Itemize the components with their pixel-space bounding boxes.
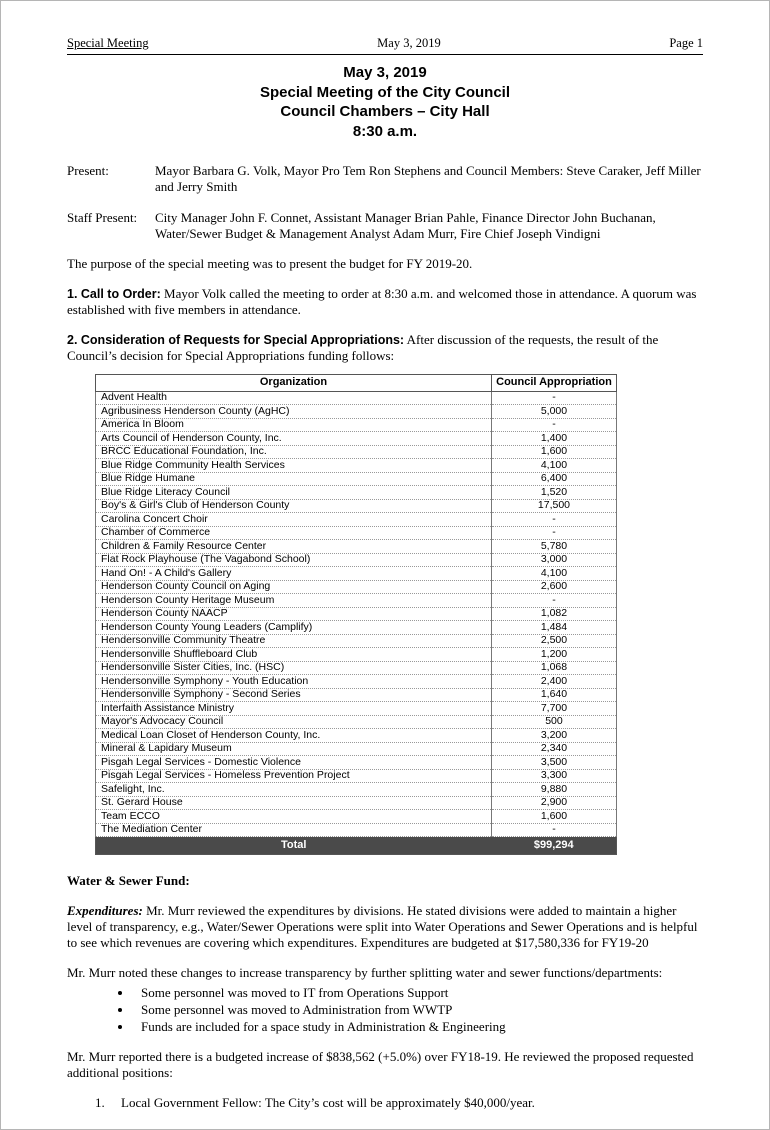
organization-cell: Pisgah Legal Services - Domestic Violence (96, 756, 492, 770)
appropriation-cell: 1,082 (491, 607, 616, 621)
table-row (96, 472, 617, 486)
total-value: $99,294 (491, 837, 616, 855)
organization-cell: Arts Council of Henderson County, Inc. (96, 432, 492, 446)
table-row (96, 513, 617, 527)
table-row (96, 796, 617, 810)
table-row (96, 432, 617, 446)
organization-cell: Hendersonville Community Theatre (96, 634, 492, 648)
table-row (96, 634, 617, 648)
appropriation-cell: - (491, 418, 616, 432)
appropriation-cell: 3,500 (491, 756, 616, 770)
increase-paragraph: Mr. Murr reported there is a budgeted increase of $838,562 (+5.0%) over FY18-19. He reviewed the proposed requested additional positions: (67, 1048, 694, 1080)
table-row (96, 594, 617, 608)
appropriation-cell: 3,000 (491, 553, 616, 567)
column-header-council-appropriation: Council Appropriation (491, 375, 616, 392)
appropriation-cell: - (491, 513, 616, 527)
appropriation-cell: 3,200 (491, 729, 616, 743)
table-row (96, 567, 617, 581)
table-row (96, 769, 617, 783)
organization-cell: Hendersonville Symphony - Youth Education (96, 675, 492, 689)
header-page-number: Page 1 (669, 36, 703, 50)
position-item-text: Local Government Fellow: The City’s cost will be approximately $40,000/year. (121, 1094, 535, 1110)
appropriation-cell: 1,068 (491, 661, 616, 675)
table-row (96, 823, 617, 837)
present-row (67, 163, 703, 195)
table-row (96, 810, 617, 824)
organization-cell: America In Bloom (96, 418, 492, 432)
column-header-organization: Organization (96, 375, 492, 392)
organization-cell: Advent Health (96, 391, 492, 405)
organization-cell: Henderson County Young Leaders (Camplify) (96, 621, 492, 635)
staff-present-label: Staff Present: (67, 210, 138, 225)
expenditures-paragraph (67, 903, 703, 951)
organization-cell: Boy's & Girl's Club of Henderson County (96, 499, 492, 513)
organization-cell: Interfaith Assistance Ministry (96, 702, 492, 716)
table-row (96, 607, 617, 621)
appropriation-cell: 3,300 (491, 769, 616, 783)
table-row (96, 553, 617, 567)
organization-cell: Mineral & Lapidary Museum (96, 742, 492, 756)
table-row (96, 661, 617, 675)
table-row (96, 405, 617, 419)
appropriation-cell: 500 (491, 715, 616, 729)
table-row (96, 648, 617, 662)
organization-cell: Hendersonville Shuffleboard Club (96, 648, 492, 662)
appropriation-cell: 2,600 (491, 580, 616, 594)
table-row (96, 621, 617, 635)
position-item-1 (95, 1095, 703, 1111)
organization-cell: BRCC Educational Foundation, Inc. (96, 445, 492, 459)
organization-cell: Children & Family Resource Center (96, 540, 492, 554)
organization-cell: Team ECCO (96, 810, 492, 824)
purpose-paragraph: The purpose of the special meeting was to present the budget for FY 2019-20. (67, 256, 473, 271)
appropriations-table (95, 374, 617, 855)
organization-cell: Henderson County Heritage Museum (96, 594, 492, 608)
appropriation-cell: 2,900 (491, 796, 616, 810)
expenditures-text: Mr. Murr reviewed the expenditures by divisions. He stated divisions were added to maintain a higher level of transparency, e.g., Water/Sewer Operations were split into Water Operations and Sewer Operations and is helpful to see which revenues are covering which expenditures. Expenditures are budgeted at $17,580,336 for FY19-20 (67, 902, 698, 950)
table-row (96, 756, 617, 770)
staff-present-text: City Manager John F. Connet, Assistant Manager Brian Pahle, Finance Director John Buchanan, Water/Sewer Budget & Management Analyst Adam Murr, Fire Chief Joseph Vindigni (155, 210, 656, 241)
organization-cell: Hendersonville Symphony - Second Series (96, 688, 492, 702)
header-doc-title: Special Meeting (67, 36, 149, 50)
organization-cell: Medical Loan Closet of Henderson County, Inc. (96, 729, 492, 743)
table-row (96, 391, 617, 405)
table-row (96, 526, 617, 540)
table-row (96, 783, 617, 797)
appropriation-cell: - (491, 526, 616, 540)
header-rule (67, 54, 703, 55)
total-row (96, 837, 617, 855)
appropriation-cell: 6,400 (491, 472, 616, 486)
title-line-time: 8:30 a.m. (352, 122, 418, 140)
appropriation-cell: 17,500 (491, 499, 616, 513)
table-row (96, 688, 617, 702)
header-date: May 3, 2019 (377, 36, 441, 50)
organization-cell: Hand On! - A Child's Gallery (96, 567, 492, 581)
organization-cell: Blue Ridge Community Health Services (96, 459, 492, 473)
appropriation-cell: 1,520 (491, 486, 616, 500)
table-row (96, 742, 617, 756)
expenditure-bullets (67, 985, 703, 1035)
title-block (67, 63, 703, 141)
bullet-item: • Some personnel was moved to Administration from WWTP (133, 1002, 703, 1018)
organization-cell: Agribusiness Henderson County (AgHC) (96, 405, 492, 419)
appropriation-cell: 2,340 (491, 742, 616, 756)
title-line-meeting: Special Meeting of the City Council (259, 83, 511, 101)
table-row (96, 459, 617, 473)
table-row (96, 499, 617, 513)
appropriation-cell: 4,100 (491, 567, 616, 581)
appropriation-cell: 2,400 (491, 675, 616, 689)
appropriations-table-header (96, 375, 617, 392)
appropriation-cell: 1,484 (491, 621, 616, 635)
organization-cell: Hendersonville Sister Cities, Inc. (HSC) (96, 661, 492, 675)
table-row (96, 486, 617, 500)
organization-cell: Blue Ridge Humane (96, 472, 492, 486)
appropriation-cell: 9,880 (491, 783, 616, 797)
table-row (96, 580, 617, 594)
appropriation-cell: 5,780 (491, 540, 616, 554)
item1-heading: 1. Call to Order: (67, 287, 161, 301)
appropriation-cell: 4,100 (491, 459, 616, 473)
appropriation-cell: 1,600 (491, 445, 616, 459)
item1-paragraph (67, 286, 703, 318)
page-header (67, 35, 703, 54)
organization-cell: Blue Ridge Literacy Council (96, 486, 492, 500)
appropriation-cell: 1,640 (491, 688, 616, 702)
appropriation-cell: 5,000 (491, 405, 616, 419)
water-sewer-heading: Water & Sewer Fund: (67, 872, 190, 888)
appropriation-cell: 1,600 (491, 810, 616, 824)
organization-cell: Flat Rock Playhouse (The Vagabond School) (96, 553, 492, 567)
organization-cell: St. Gerard House (96, 796, 492, 810)
appropriation-cell: 7,700 (491, 702, 616, 716)
staff-present-row (67, 210, 703, 242)
bullet-item: • Some personnel was moved to IT from Operations Support (133, 985, 703, 1001)
transparency-paragraph: Mr. Murr noted these changes to increase transparency by further splitting water and sewer functions/departments: (67, 964, 663, 980)
appropriation-cell: - (491, 391, 616, 405)
table-row (96, 729, 617, 743)
title-line-date: May 3, 2019 (343, 64, 427, 81)
expenditures-label: Expenditures: (67, 902, 143, 918)
total-label: Total (96, 837, 492, 855)
organization-cell: Henderson County Council on Aging (96, 580, 492, 594)
organization-cell: The Mediation Center (96, 823, 492, 837)
present-label: Present: (67, 163, 109, 178)
table-row (96, 702, 617, 716)
item1-text: Mayor Volk called the meeting to order at 8:30 a.m. and welcomed those in attendance. A quorum was established with five members in attendance. (67, 286, 697, 317)
item2-text: After discussion of the requests, the result of the Council’s decision for Special Appropriations funding follows: (67, 332, 659, 363)
organization-cell: Carolina Concert Choir (96, 513, 492, 527)
appropriations-table-body (96, 391, 617, 837)
appropriation-cell: 1,400 (491, 432, 616, 446)
title-line-location: Council Chambers – City Hall (280, 103, 490, 120)
table-row (96, 540, 617, 554)
table-row (96, 418, 617, 432)
table-row (96, 715, 617, 729)
table-row (96, 675, 617, 689)
item2-heading: 2. Consideration of Requests for Special Appropriations: (67, 333, 405, 347)
appropriation-cell: - (491, 823, 616, 837)
bullet-item: • Funds are included for a space study in Administration & Engineering (133, 1019, 703, 1035)
organization-cell: Safelight, Inc. (96, 783, 492, 797)
appropriation-cell: - (491, 594, 616, 608)
present-text: Mayor Barbara G. Volk, Mayor Pro Tem Ron Stephens and Council Members: Steve Caraker, Jeff Miller and Jerry Smith (155, 163, 701, 194)
organization-cell: Mayor's Advocacy Council (96, 715, 492, 729)
table-row (96, 445, 617, 459)
appropriation-cell: 1,200 (491, 648, 616, 662)
item2-paragraph (67, 332, 703, 364)
organization-cell: Chamber of Commerce (96, 526, 492, 540)
appropriation-cell: 2,500 (491, 634, 616, 648)
organization-cell: Pisgah Legal Services - Homeless Prevention Project (96, 769, 492, 783)
position-item-number: 1. (95, 1094, 105, 1110)
organization-cell: Henderson County NAACP (96, 607, 492, 621)
